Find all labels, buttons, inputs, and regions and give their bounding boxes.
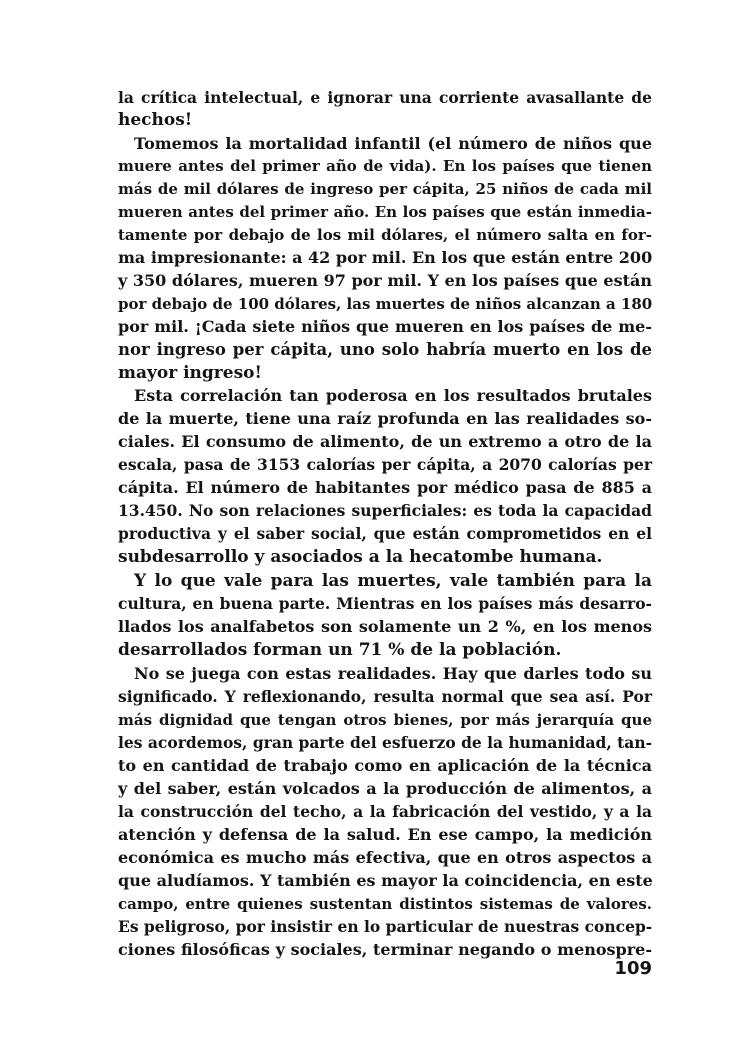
text-line: productiva y el saber social, que están comprometidos en el: [118, 524, 652, 543]
text-line: tamente por debajo de los mil dólares, el número salta en for-: [118, 226, 652, 244]
text-line: ma impresionante: a 42 por mil. En los que están entre 200: [118, 248, 653, 267]
text-line: por debajo de 100 dólares, las muertes de niños alcanzan a 180: [118, 295, 653, 313]
text-line: desarrollados forman un 71 % de la población.: [118, 640, 562, 660]
text-line: la crítica intelectual, e ignorar una corriente avasallante de: [118, 88, 652, 107]
text-line: No se juega con estas realidades. Hay que darles todo su: [134, 664, 652, 683]
text-line: por mil. ¡Cada siete niños que mueren en los países de me-: [118, 317, 652, 336]
text-line: les acordemos, gran parte del esfuerzo de la humanidad, tan-: [118, 733, 653, 752]
text-line: de la muerte, tiene una raíz profunda en las realidades so-: [118, 409, 652, 428]
text-line: significado. Y reflexionando, resulta normal que sea así. Por: [118, 687, 652, 706]
text-line: ciones filosóficas y sociales, terminar negando o menospre-: [118, 940, 652, 959]
text-line: Tomemos la mortalidad infantil (el número de niños que: [134, 134, 652, 153]
text-line: ciales. El consumo de alimento, de un extremo a otro de la: [118, 432, 652, 451]
text-line: llados los analfabetos son solamente un 2 %, en los menos: [118, 617, 652, 636]
text-line: más dignidad que tengan otros bienes, por más jerarquía que: [118, 711, 652, 729]
text-line: subdesarrollo y asociados a la hecatombe humana.: [118, 547, 603, 567]
text-line: económica es mucho más efectiva, que en otros aspectos a: [118, 848, 652, 867]
text-line: mayor ingreso!: [118, 363, 262, 383]
text-line: la construcción del techo, a la fabricación del vestido, y a la: [118, 802, 652, 821]
text-line: atención y defensa de la salud. En ese campo, la medición: [118, 825, 652, 844]
text-line: que aludíamos. Y también es mayor la coincidencia, en este: [118, 871, 653, 890]
text-line: Es peligroso, por insistir en lo particular de nuestras concep-: [118, 917, 653, 936]
text-line: 13.450. No son relaciones superficiales: es toda la capacidad: [118, 501, 652, 520]
page-number: 109: [614, 958, 652, 979]
text-line: más de mil dólares de ingreso per cápita, 25 niños de cada mil: [118, 180, 652, 198]
text-line: muere antes del primer año de vida). En los países que tienen: [118, 157, 652, 175]
text-line: escala, pasa de 3153 calorías per cápita, a 2070 calorías per: [118, 455, 652, 474]
text-line: Y lo que vale para las muertes, vale también para la: [134, 571, 652, 591]
text-line: to en cantidad de trabajo como en aplicación de la técnica: [118, 756, 652, 775]
text-line: mueren antes del primer año. En los países que están inmedia-: [118, 203, 652, 221]
text-line: nor ingreso per cápita, uno solo habría muerto en los de: [118, 340, 652, 359]
text-line: cápita. El número de habitantes por médico pasa de 885 a: [118, 478, 652, 497]
text-line: campo, entre quienes sustentan distintos sistemas de valores.: [118, 895, 652, 913]
text-line: Esta correlación tan poderosa en los resultados brutales: [134, 386, 652, 405]
text-line: hechos!: [118, 110, 193, 130]
text-line: y 350 dólares, mueren 97 por mil. Y en los países que están: [118, 271, 652, 290]
text-line: cultura, en buena parte. Mientras en los países más desarro-: [118, 594, 652, 613]
text-line: y del saber, están volcados a la producción de alimentos, a: [118, 779, 652, 798]
